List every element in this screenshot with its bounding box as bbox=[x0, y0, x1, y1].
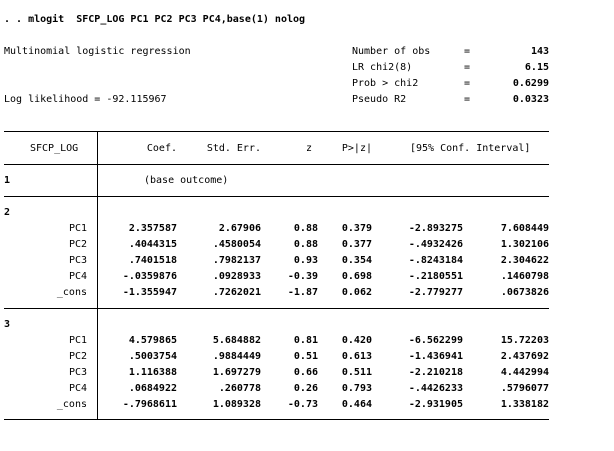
cell-z: 0.51 bbox=[293, 351, 318, 362]
cell-coef: .0684922 bbox=[128, 383, 177, 394]
cell-pvalue: 0.354 bbox=[341, 255, 372, 266]
header-pvalue: P>|z| bbox=[341, 143, 372, 154]
row-var: PC3 bbox=[68, 255, 87, 266]
row-var: PC2 bbox=[68, 239, 87, 250]
row-var: PC1 bbox=[68, 223, 87, 234]
cell-z: 0.66 bbox=[293, 367, 318, 378]
stat-eq: = bbox=[464, 46, 471, 57]
cell-ci-high: 2.437692 bbox=[500, 351, 549, 362]
table-column-divider bbox=[97, 131, 98, 420]
cell-ci-high: .1460798 bbox=[500, 271, 549, 282]
row-var: _cons bbox=[56, 399, 87, 410]
row-var: _cons bbox=[56, 287, 87, 298]
cell-ci-high: 1.302106 bbox=[500, 239, 549, 250]
cell-stderr: .7982137 bbox=[212, 255, 261, 266]
group-label: 3 bbox=[4, 319, 11, 330]
stat-value-prob: 0.6299 bbox=[512, 78, 549, 89]
cell-z: -1.87 bbox=[287, 287, 318, 298]
cell-coef: .5003754 bbox=[128, 351, 177, 362]
stat-value-nobs: 143 bbox=[530, 46, 549, 57]
log-likelihood: Log likelihood = -92.115967 bbox=[4, 94, 167, 105]
command-line: . . mlogit SFCP_LOG PC1 PC2 PC3 PC4,base(1) nolog bbox=[4, 14, 306, 25]
cell-coef: .7401518 bbox=[128, 255, 177, 266]
base-outcome-note: (base outcome) bbox=[144, 175, 229, 186]
cell-coef: -1.355947 bbox=[122, 287, 177, 298]
model-title: Multinomial logistic regression bbox=[4, 46, 191, 57]
cell-ci-low: -2.931905 bbox=[408, 399, 463, 410]
row-var: PC1 bbox=[68, 335, 87, 346]
cell-stderr: 1.089328 bbox=[212, 399, 261, 410]
cell-ci-low: -.4932426 bbox=[408, 239, 463, 250]
cell-ci-low: -.4426233 bbox=[408, 383, 463, 394]
cell-ci-high: 1.338182 bbox=[500, 399, 549, 410]
cell-pvalue: 0.062 bbox=[341, 287, 372, 298]
cell-pvalue: 0.420 bbox=[341, 335, 372, 346]
stat-value-pseudor2: 0.0323 bbox=[512, 94, 549, 105]
cell-z: -0.73 bbox=[287, 399, 318, 410]
cell-stderr: 2.67906 bbox=[218, 223, 261, 234]
cell-stderr: 5.684882 bbox=[212, 335, 261, 346]
cell-ci-low: -6.562299 bbox=[408, 335, 463, 346]
cell-z: 0.93 bbox=[293, 255, 318, 266]
cell-pvalue: 0.698 bbox=[341, 271, 372, 282]
stat-label-prob: Prob > chi2 bbox=[352, 78, 419, 89]
cell-ci-low: -2.779277 bbox=[408, 287, 463, 298]
cell-stderr: .7262021 bbox=[212, 287, 261, 298]
header-coef: Coef. bbox=[146, 143, 177, 154]
cell-ci-low: -.8243184 bbox=[408, 255, 463, 266]
cell-pvalue: 0.464 bbox=[341, 399, 372, 410]
cell-stderr: .260778 bbox=[218, 383, 261, 394]
row-var: PC2 bbox=[68, 351, 87, 362]
stat-eq: = bbox=[464, 94, 471, 105]
cell-ci-high: 15.72203 bbox=[500, 335, 549, 346]
group-label: 1 bbox=[4, 175, 11, 186]
cell-z: -0.39 bbox=[287, 271, 318, 282]
cell-z: 0.26 bbox=[293, 383, 318, 394]
cell-coef: -.0359876 bbox=[122, 271, 177, 282]
table-header-rule bbox=[4, 164, 549, 165]
cell-stderr: .9884449 bbox=[212, 351, 261, 362]
cell-ci-high: 4.442994 bbox=[500, 367, 549, 378]
stat-eq: = bbox=[464, 62, 471, 73]
cell-ci-low: -.2180551 bbox=[408, 271, 463, 282]
row-var: PC3 bbox=[68, 367, 87, 378]
header-depvar: SFCP_LOG bbox=[30, 143, 79, 154]
stat-label-nobs: Number of obs bbox=[352, 46, 431, 57]
cell-ci-high: 7.608449 bbox=[500, 223, 549, 234]
table-top-rule bbox=[4, 131, 549, 132]
cell-coef: .4044315 bbox=[128, 239, 177, 250]
cell-z: 0.88 bbox=[293, 239, 318, 250]
row-var: PC4 bbox=[68, 383, 87, 394]
cell-pvalue: 0.511 bbox=[341, 367, 372, 378]
cell-z: 0.81 bbox=[293, 335, 318, 346]
cell-coef: -.7968611 bbox=[122, 399, 177, 410]
cell-ci-low: -1.436941 bbox=[408, 351, 463, 362]
cell-stderr: 1.697279 bbox=[212, 367, 261, 378]
cell-ci-high: .0673826 bbox=[500, 287, 549, 298]
table-group-rule bbox=[4, 196, 549, 197]
cell-ci-high: .5796077 bbox=[500, 383, 549, 394]
cell-pvalue: 0.377 bbox=[341, 239, 372, 250]
stat-label-pseudor2: Pseudo R2 bbox=[352, 94, 407, 105]
cell-pvalue: 0.613 bbox=[341, 351, 372, 362]
group-label: 2 bbox=[4, 207, 11, 218]
header-stderr: Std. Err. bbox=[206, 143, 261, 154]
cell-pvalue: 0.793 bbox=[341, 383, 372, 394]
header-conf-interval: [95% Conf. Interval] bbox=[410, 143, 531, 154]
stat-label-lrchi2: LR chi2(8) bbox=[352, 62, 413, 73]
stat-value-lrchi2: 6.15 bbox=[524, 62, 549, 73]
header-z: z bbox=[305, 143, 312, 154]
row-var: PC4 bbox=[68, 271, 87, 282]
cell-ci-low: -2.210218 bbox=[408, 367, 463, 378]
cell-coef: 1.116388 bbox=[128, 367, 177, 378]
cell-z: 0.88 bbox=[293, 223, 318, 234]
table-group-rule bbox=[4, 308, 549, 309]
cell-ci-high: 2.304622 bbox=[500, 255, 549, 266]
cell-ci-low: -2.893275 bbox=[408, 223, 463, 234]
cell-stderr: .0928933 bbox=[212, 271, 261, 282]
cell-coef: 4.579865 bbox=[128, 335, 177, 346]
stat-eq: = bbox=[464, 78, 471, 89]
cell-pvalue: 0.379 bbox=[341, 223, 372, 234]
cell-coef: 2.357587 bbox=[128, 223, 177, 234]
table-bottom-rule bbox=[4, 419, 549, 420]
cell-stderr: .4580054 bbox=[212, 239, 261, 250]
